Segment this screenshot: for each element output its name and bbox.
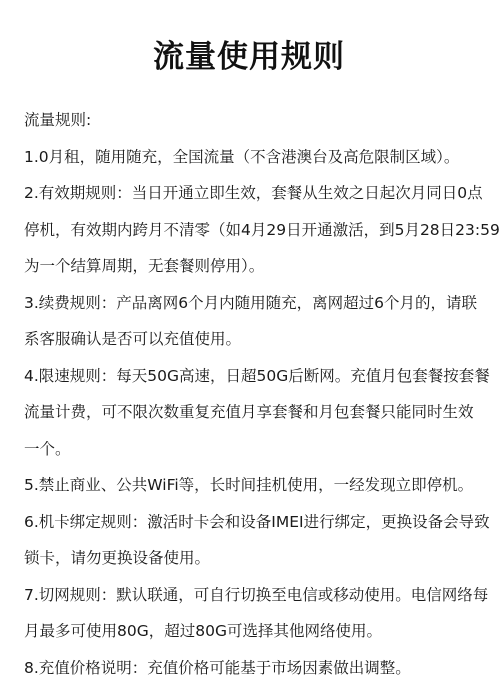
- rule-line: 停机，有效期内跨月不清零（如4月29日开通激活，到5月28日23:59: [24, 212, 474, 249]
- rule-line: 7.切网规则：默认联通，可自行切换至电信或移动使用。电信网络每: [24, 577, 474, 614]
- rules-body: [24, 102, 474, 686]
- rule-line: 4.限速规则：每天50G高速，日超50G后断网。充值月包套餐按套餐: [24, 358, 474, 395]
- rule-line: 6.机卡绑定规则：激活时卡会和设备IMEI进行绑定，更换设备会导致: [24, 504, 474, 541]
- rule-line: 3.续费规则：产品离网6个月内随用随充，离网超过6个月的，请联: [24, 285, 474, 322]
- rule-line: 系客服确认是否可以充值使用。: [24, 321, 474, 358]
- rule-line: 为一个结算周期，无套餐则停用）。: [24, 248, 474, 285]
- rule-line: 月最多可使用80G，超过80G可选择其他网络使用。: [24, 613, 474, 650]
- rule-line: 一个。: [24, 431, 474, 468]
- rule-line: 8.充值价格说明：充值价格可能基于市场因素做出调整。: [24, 650, 474, 686]
- rule-line: 流量计费，可不限次数重复充值月享套餐和月包套餐只能同时生效: [24, 394, 474, 431]
- rule-line: 1.0月租，随用随充，全国流量（不含港澳台及高危限制区域）。: [24, 139, 474, 176]
- rule-line: 2.有效期规则：当日开通立即生效，套餐从生效之日起次月同日0点: [24, 175, 474, 212]
- page-title: 流量使用规则: [24, 0, 474, 80]
- rule-line: 锁卡，请勿更换设备使用。: [24, 540, 474, 577]
- rule-line: 5.禁止商业、公共WiFi等，长时间挂机使用，一经发现立即停机。: [24, 467, 474, 504]
- rules-intro: 流量规则:: [24, 102, 474, 139]
